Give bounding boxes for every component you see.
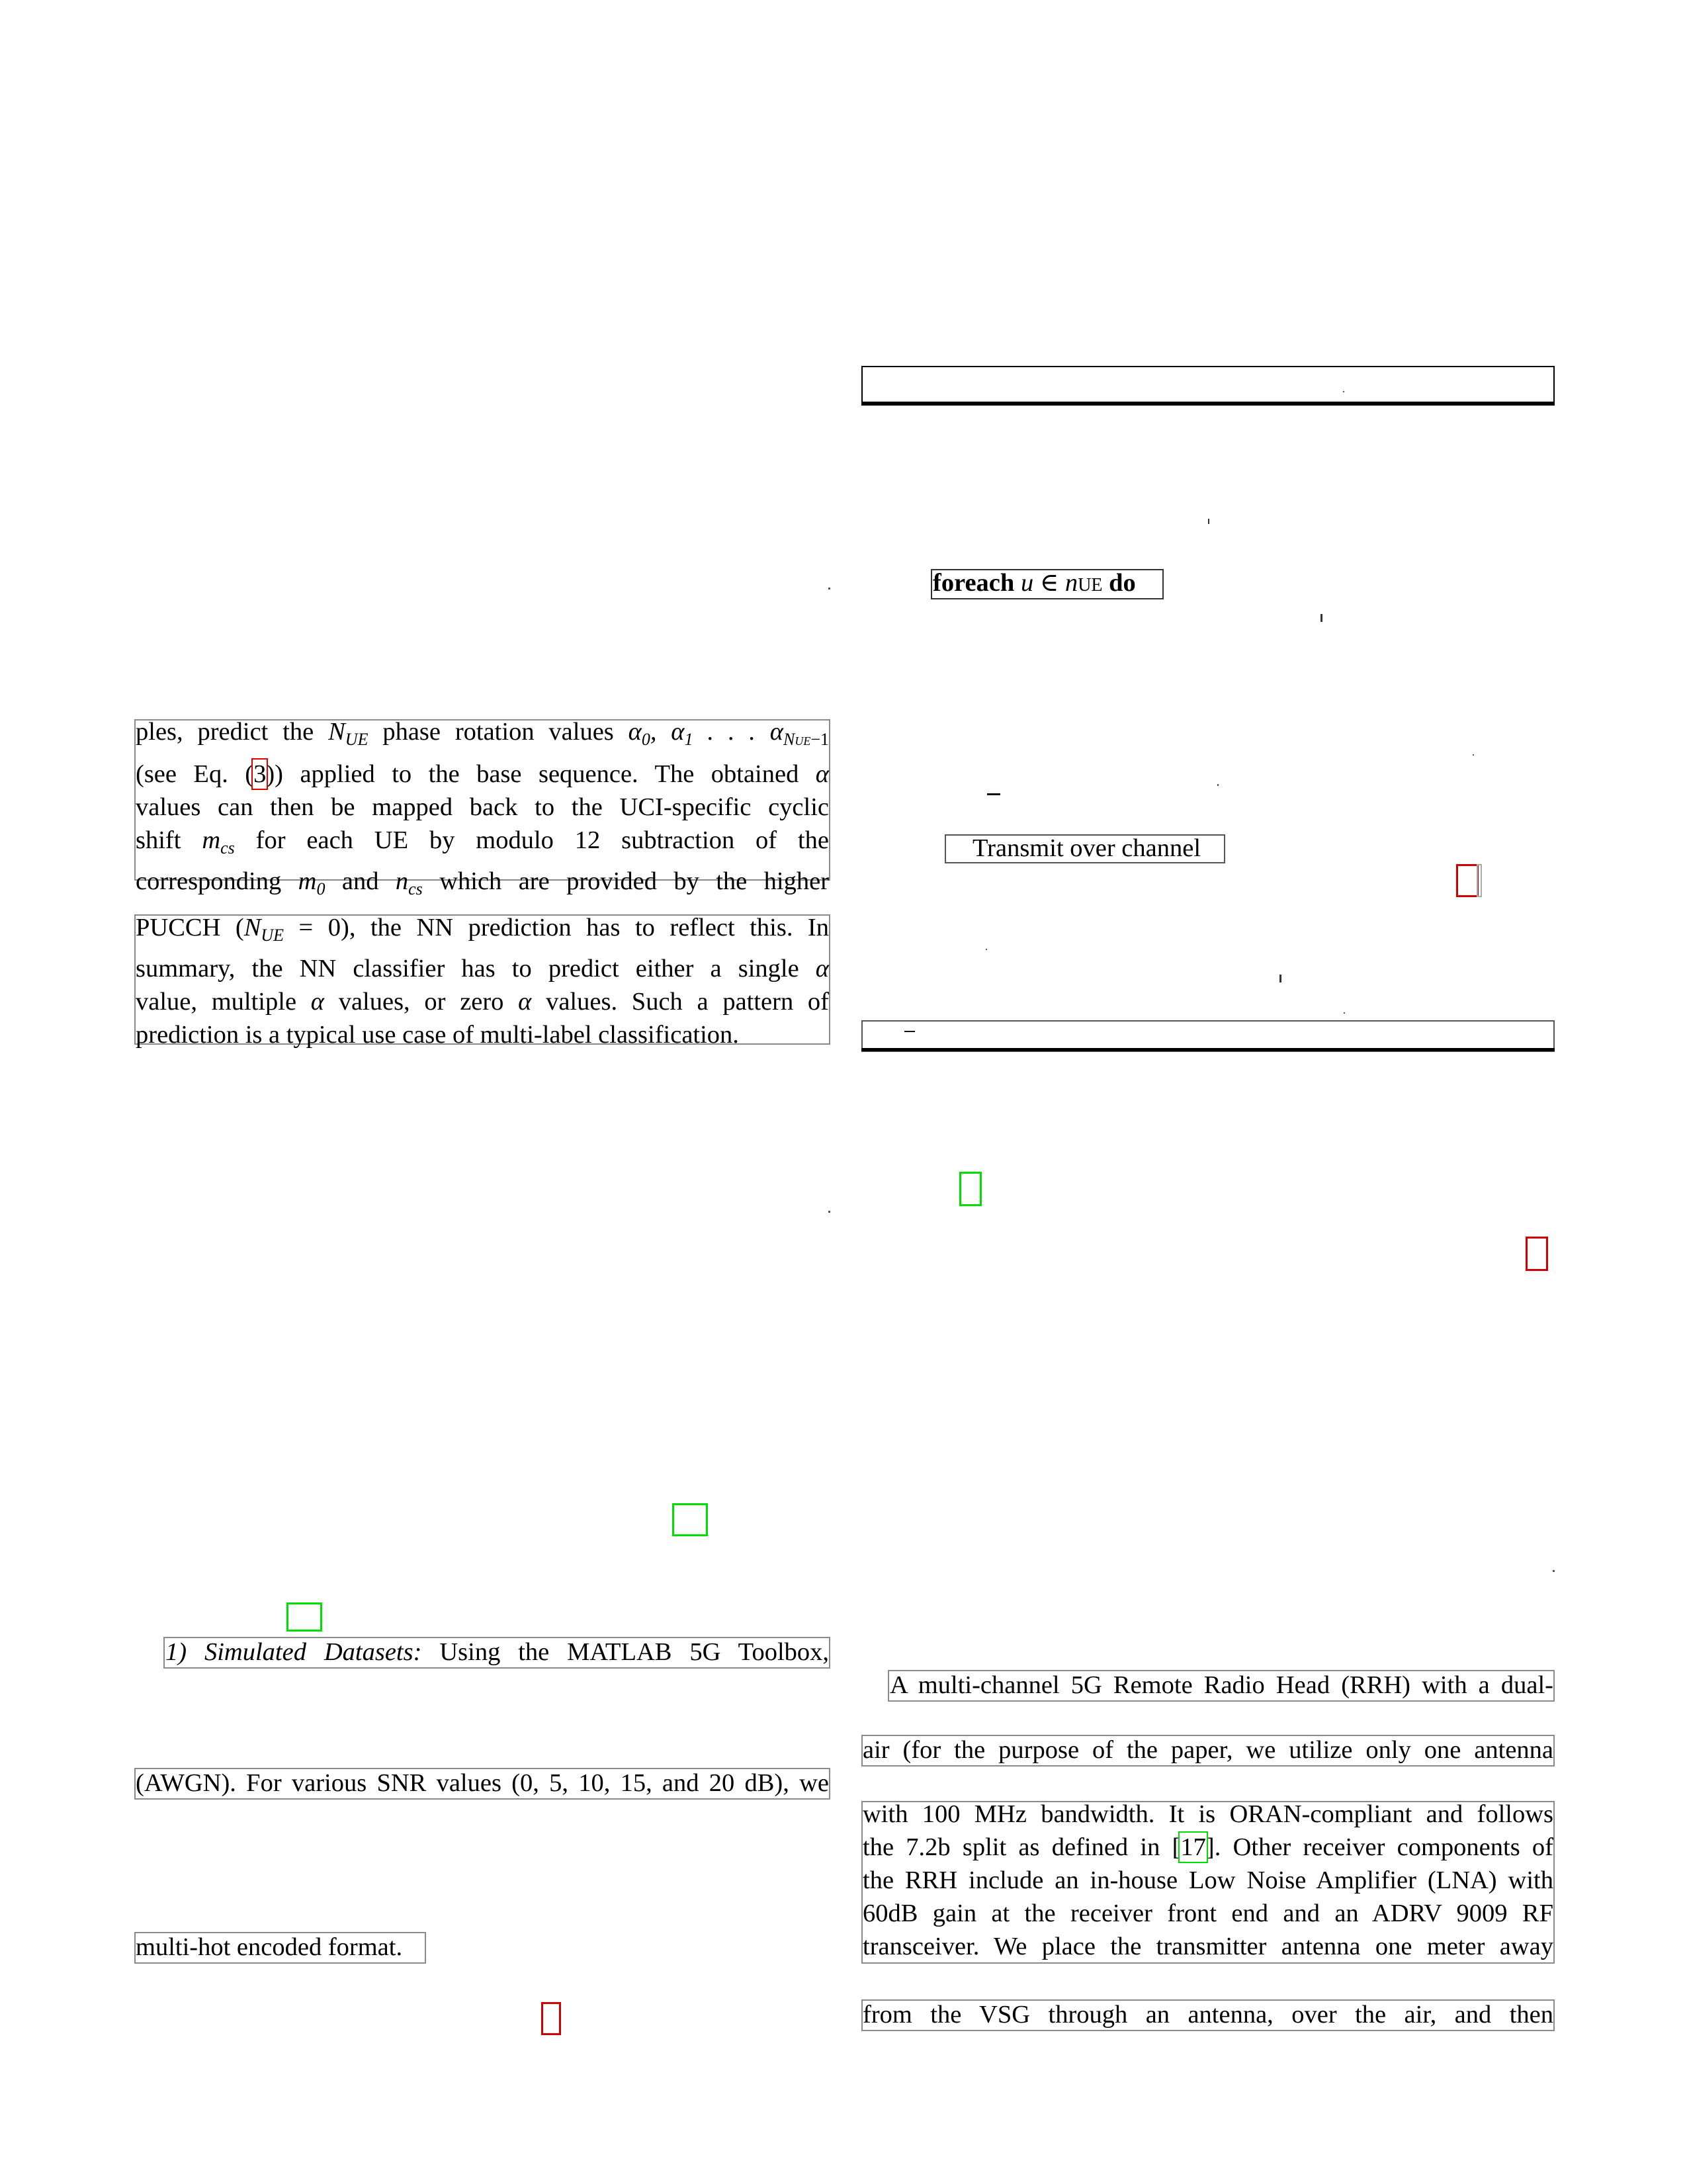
algorithm-bottom-rule: [861, 1048, 1555, 1051]
text: value, multiple: [136, 988, 297, 1016]
math-sub: cs: [408, 879, 423, 898]
stray-mark: [986, 949, 987, 950]
stray-mark: [1553, 1570, 1555, 1572]
stray-mark: [828, 588, 830, 590]
text: which are provided by the higher: [439, 867, 830, 895]
text: = 0), the NN prediction has to reflect this. In: [284, 914, 830, 941]
text: Using the MATLAB 5G Toolbox,: [439, 1638, 830, 1666]
reference-link-box[interactable]: [1456, 864, 1479, 897]
citation-link[interactable]: 17: [1180, 1833, 1206, 1861]
reference-link-box-outer: [1477, 864, 1482, 897]
line-3: values can then be mapped back to the UCI-specific cyclic: [136, 793, 829, 821]
stray-mark: [1217, 784, 1219, 786]
line-1: with 100 MHz bandwidth. It is ORAN-compliant and follows: [863, 1800, 1553, 1828]
math-alpha: α: [310, 988, 324, 1016]
rrh-line-1-text: A multi-channel 5G Remote Radio Head (RRH) with a dual-: [890, 1671, 1553, 1699]
math-alpha: , α: [650, 718, 685, 746]
math-sub: 1: [684, 730, 693, 749]
transmit-text: Transmit over channel: [973, 834, 1201, 862]
line-5: transceiver. We place the transmitter antenna one meter away: [863, 1933, 1553, 1960]
stray-mark: [1473, 754, 1474, 756]
line-3: the RRH include an in-house Low Noise Amplifier (LNA) with: [863, 1866, 1553, 1894]
line-2: [136, 758, 829, 791]
rrh-line-2-text: air (for the purpose of the paper, we utilize only one antenna: [863, 1736, 1553, 1764]
line-4: 60dB gain at the receiver front end and an ADRV 9009 RF: [863, 1900, 1553, 1927]
text: shift: [136, 826, 181, 854]
subsection-heading: 1) Simulated Datasets:: [165, 1638, 422, 1666]
citation-link-box[interactable]: [672, 1503, 708, 1536]
text: phase rotation values: [382, 718, 614, 746]
citation-link-box[interactable]: [286, 1602, 322, 1632]
text: (see Eq. (: [136, 760, 254, 788]
multihot-text: multi-hot encoded format.: [136, 1933, 403, 1961]
stray-mark: [1320, 614, 1322, 622]
line-2: [136, 952, 829, 985]
keyword-do: do: [1109, 569, 1136, 597]
simulated-datasets-text: [165, 1637, 829, 1667]
foreach-sub: UE: [1078, 575, 1103, 595]
keyword-foreach: foreach: [933, 569, 1015, 597]
math-sub: UE: [345, 730, 368, 749]
text: PUCCH (: [136, 914, 244, 941]
stray-mark: [1343, 391, 1344, 392]
reference-link-box[interactable]: [1526, 1237, 1548, 1271]
stray-mark: [1344, 1012, 1345, 1014]
algorithm-header: [861, 366, 1555, 406]
math-n: N: [243, 914, 261, 941]
line-5: [136, 865, 829, 906]
line-1: [136, 911, 829, 952]
stray-mark: [1279, 975, 1281, 983]
citation-link-box[interactable]: [959, 1172, 982, 1206]
math-sub-n: N: [783, 730, 795, 749]
line-4: [136, 824, 829, 865]
math-m: m: [298, 867, 317, 895]
text: values. Such a pattern of: [546, 988, 829, 1016]
math-sub: 0: [316, 879, 325, 898]
text: summary, the NN classifier has to predict either a single: [136, 955, 799, 983]
math-sub: 0: [641, 730, 650, 749]
foreach-variable: u ∈ n: [1020, 569, 1078, 597]
math-n: N: [328, 718, 345, 746]
algorithm-footer: [861, 1020, 1555, 1052]
math-sub-minus: −1: [810, 730, 829, 749]
algorithm-top-rule: [861, 402, 1555, 405]
math-sub: cs: [220, 838, 235, 857]
text: )) applied to the base sequence. The obtained: [266, 760, 799, 788]
text: for each UE by modulo 12 subtraction of the: [255, 826, 830, 854]
rrh-paragraph-text: [863, 1798, 1553, 1963]
stray-mark: [987, 793, 1000, 795]
text: the 7.2b split as defined in [: [863, 1833, 1181, 1861]
text: ples, predict the: [136, 718, 314, 746]
foreach-text: [933, 568, 1136, 601]
equation-ref-link[interactable]: 3: [253, 760, 267, 788]
equation-link-box[interactable]: [541, 2002, 561, 2035]
line-1: [136, 715, 829, 758]
math-alpha: α: [815, 760, 829, 788]
stray-mark: [828, 1211, 830, 1213]
text: and: [341, 867, 379, 895]
vsg-text: from the VSG through an antenna, over the air, and then: [863, 2001, 1553, 2029]
paragraph-alpha-prediction-text: [136, 715, 829, 906]
math-sub: [783, 730, 829, 749]
text: values, or zero: [338, 988, 504, 1016]
text: corresponding: [136, 867, 282, 895]
math-alpha: α: [518, 988, 532, 1016]
awgn-text: (AWGN). For various SNR values (0, 5, 10, 15, and 20 dB), we: [136, 1769, 829, 1797]
math-sub-ue: UE: [795, 734, 811, 748]
line-4: prediction is a typical use case of multi-label classification.: [136, 1021, 739, 1049]
line-3: [136, 985, 829, 1018]
math-sub: UE: [261, 926, 284, 945]
text: ]. Other receiver components of: [1205, 1833, 1553, 1861]
paragraph-multilabel-text: [136, 911, 829, 1051]
math-alpha: α: [815, 955, 829, 983]
math-alpha: . . . α: [693, 718, 783, 746]
line-2: [863, 1831, 1553, 1864]
stray-mark: [1208, 519, 1209, 524]
math-m: m: [202, 826, 221, 854]
stray-mark: [904, 1031, 915, 1032]
math-n: n: [395, 867, 409, 895]
math-alpha: α: [628, 718, 642, 746]
